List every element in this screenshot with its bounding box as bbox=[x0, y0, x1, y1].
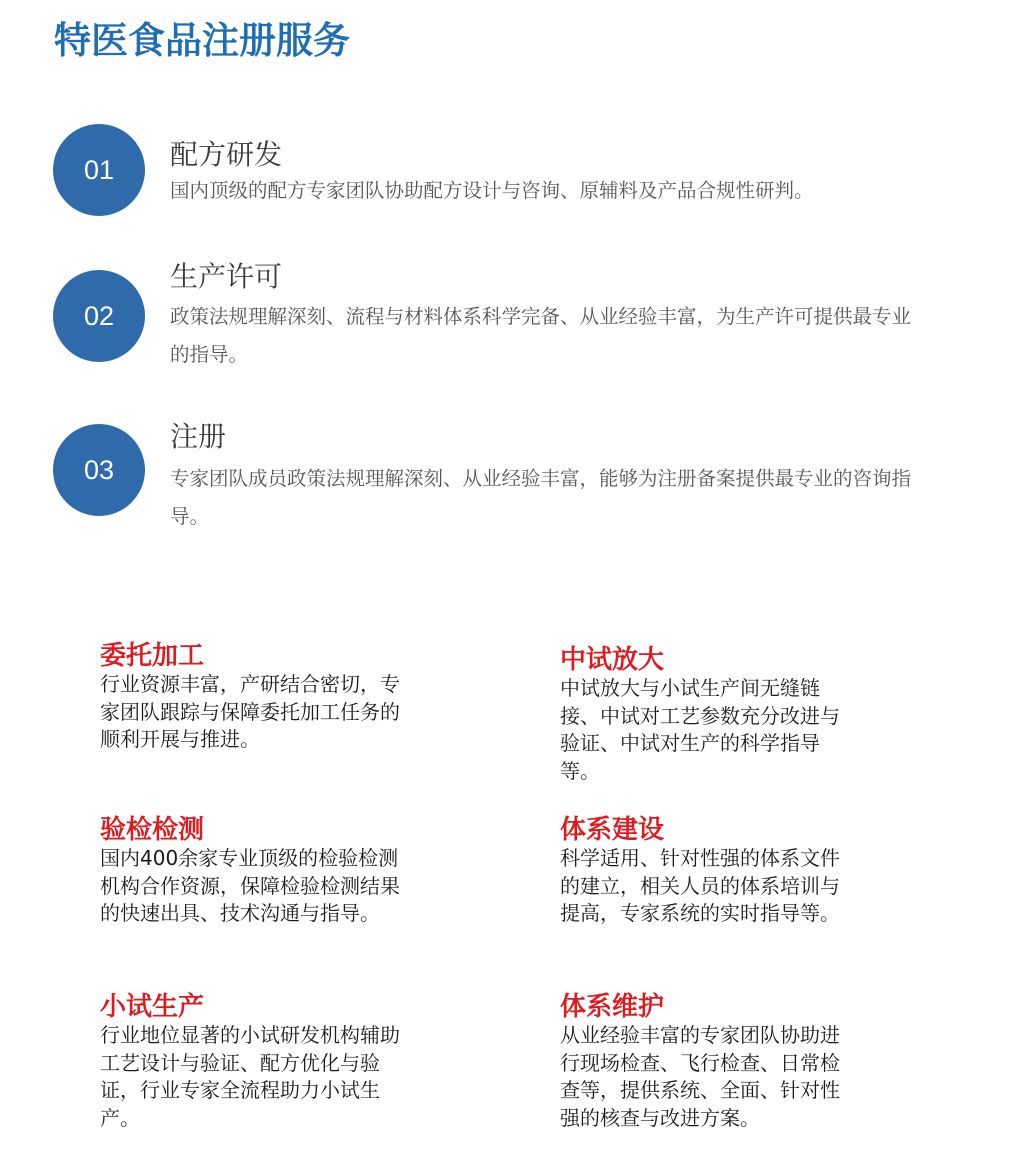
service-description: 行业地位显著的小试研发机构辅助工艺设计与验证、配方优化与验证，行业专家全流程助力小试生产。 bbox=[100, 1023, 400, 1130]
service-description: 中试放大与小试生产间无缝链接、中试对工艺参数充分改进与验证、中试对生产的科学指导等。 bbox=[560, 676, 840, 783]
service-title: 中试放大 bbox=[560, 645, 665, 675]
step-item bbox=[0, 258, 1024, 388]
step-description: 政策法规理解深刻、流程与材料体系科学完备、从业经验丰富，为生产许可提供最专业的指导。 bbox=[170, 305, 912, 366]
service-item-system-building bbox=[560, 815, 850, 928]
service-item-pilot-scale-up bbox=[560, 645, 850, 785]
service-item-outsourced-processing bbox=[100, 641, 410, 754]
step-item bbox=[0, 418, 1024, 548]
service-title: 验检检测 bbox=[100, 815, 205, 845]
service-description: 从业经验丰富的专家团队协助进行现场检查、飞行检查、日常检查等，提供系统、全面、针对性强的核查与改进方案。 bbox=[560, 1023, 840, 1130]
service-item-small-trial-production bbox=[100, 992, 400, 1132]
service-description: 行业资源丰富，产研结合密切，专家团队跟踪与保障委托加工任务的顺利开展与推进。 bbox=[100, 672, 400, 751]
step-number-badge: 03 bbox=[53, 424, 145, 516]
service-description: 国内400余家专业顶级的检验检测机构合作资源，保障检验检测结果的快速出具、技术沟通与指导。 bbox=[100, 846, 400, 925]
page-title: 特医食品注册服务 bbox=[54, 19, 350, 62]
service-title: 体系建设 bbox=[560, 815, 665, 845]
service-item-inspection-testing bbox=[100, 815, 410, 928]
step-title: 生产许可 bbox=[170, 260, 283, 293]
step-description: 专家团队成员政策法规理解深刻、从业经验丰富，能够为注册备案提供最专业的咨询指导。 bbox=[170, 467, 912, 528]
service-description: 科学适用、针对性强的体系文件的建立，相关人员的体系培训与提高，专家系统的实时指导等。 bbox=[560, 846, 840, 925]
step-title: 注册 bbox=[170, 420, 227, 453]
step-number-badge: 01 bbox=[53, 124, 145, 216]
step-title: 配方研发 bbox=[170, 138, 283, 171]
service-title: 小试生产 bbox=[100, 992, 205, 1022]
step-item bbox=[0, 124, 1024, 254]
step-number-badge: 02 bbox=[53, 270, 145, 362]
step-description: 国内顶级的配方专家团队协助配方设计与咨询、原辅料及产品合规性研判。 bbox=[170, 179, 814, 202]
service-item-system-maintenance bbox=[560, 992, 850, 1132]
service-title: 委托加工 bbox=[100, 641, 205, 671]
service-title: 体系维护 bbox=[560, 992, 665, 1022]
